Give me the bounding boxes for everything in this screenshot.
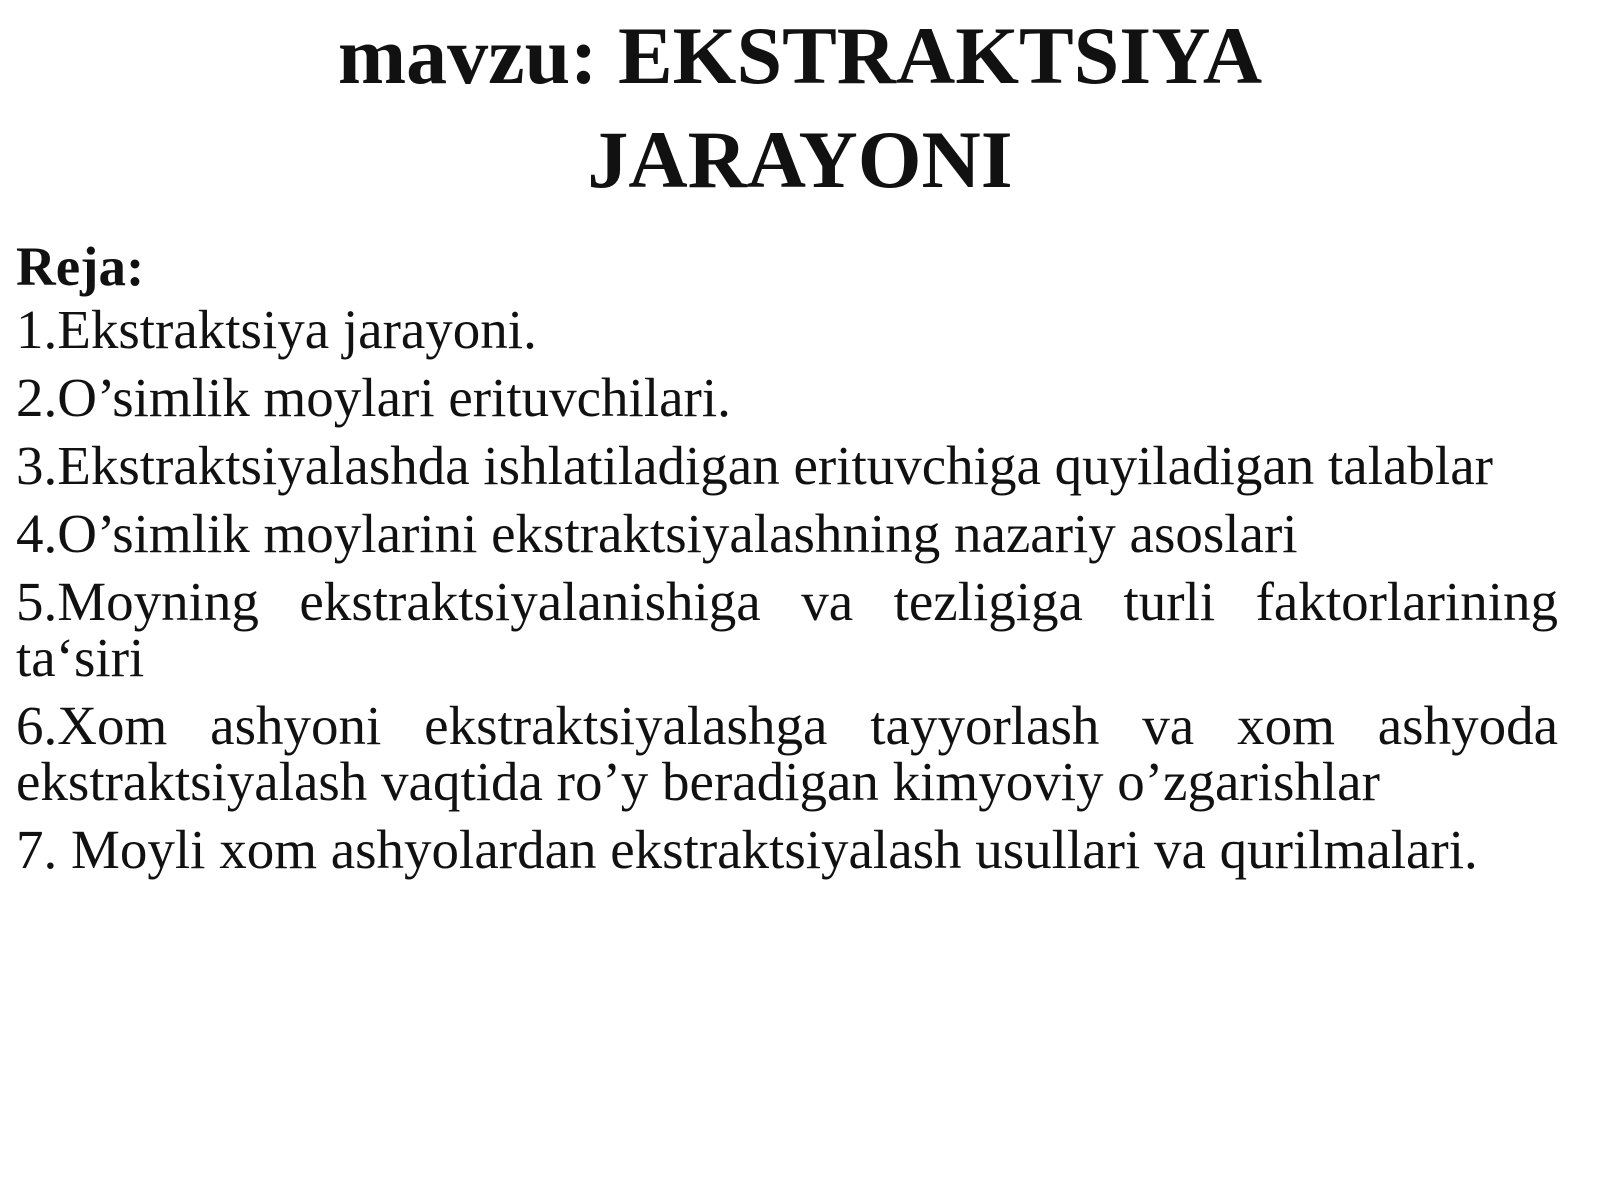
- plan-item-5: 5.Moyning ekstraktsiyalanishiga va tezligiga turli faktorlarining ta‘siri: [16, 571, 1558, 688]
- plan-item-7: 7. Moyli xom ashyolardan ekstraktsiyalash usullari va qurilmalari.: [16, 819, 1478, 880]
- plan-item-1: 1.Ekstraktsiya jarayoni.: [16, 299, 537, 360]
- plan-list: [16, 299, 1558, 880]
- slide-title-line-2: JARAYONI: [587, 114, 1013, 205]
- slide-title: [0, 4, 1600, 212]
- plan-item-6: 6.Xom ashyoni ekstraktsiyalashga tayyorlash va xom ashyoda ekstraktsiyalash vaqtida ro’y beradigan kimyoviy o’zgarishlar: [16, 695, 1558, 812]
- plan-heading: Reja:: [16, 236, 145, 297]
- slide-title-line-1: mavzu: EKSTRAKTSIYA: [337, 10, 1263, 101]
- plan-item-4: 4.O’simlik moylarini ekstraktsiyalashning nazariy asoslari: [16, 503, 1298, 564]
- plan-item-3: 3.Ekstraktsiyalashda ishlatiladigan erituvchiga quyiladigan talablar: [16, 435, 1493, 496]
- plan-item-2: 2.O’simlik moylari erituvchilari.: [16, 367, 731, 428]
- plan-section: [16, 232, 1558, 890]
